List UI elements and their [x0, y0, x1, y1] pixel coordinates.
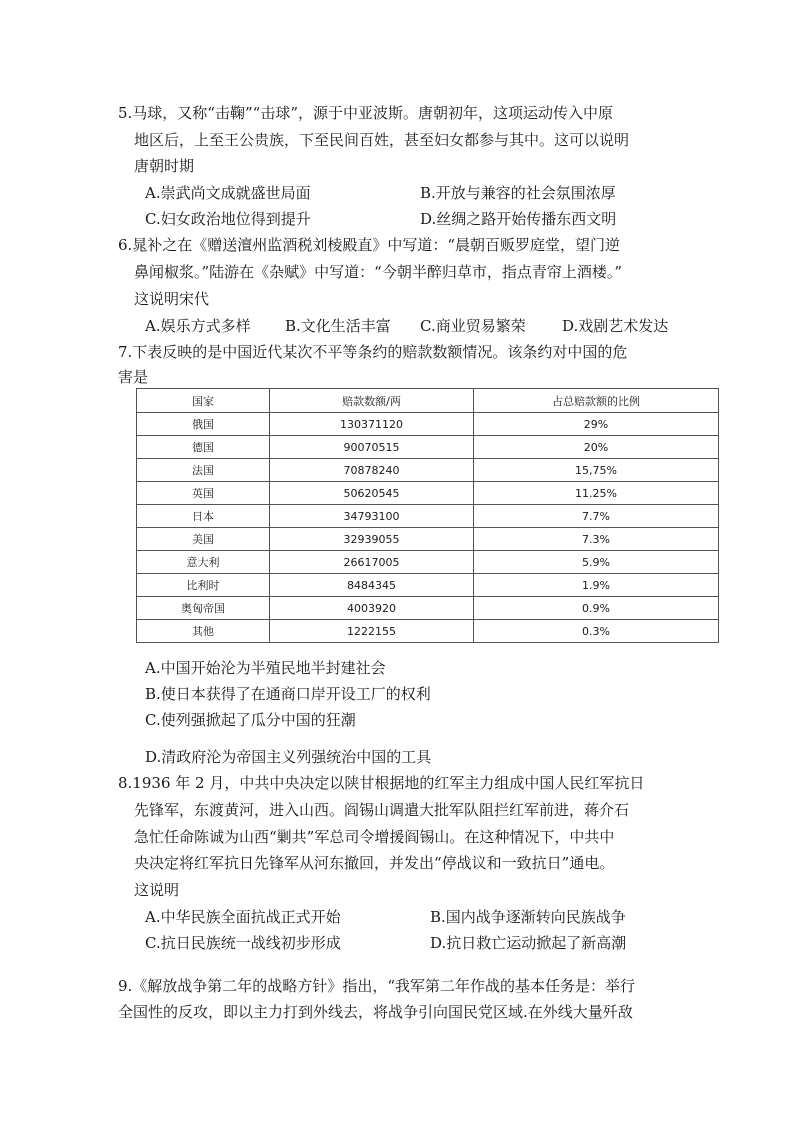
q8-option-b: B.国内战争逐渐转向民族战争	[430, 908, 626, 926]
cell-amount: 26617005	[270, 551, 474, 574]
q8-stem-line-1: 8.1936 年 2 月，中共中央决定以陕甘根据地的红军主力组成中国人民红军抗日	[118, 774, 645, 792]
cell-amount: 4003920	[270, 597, 474, 620]
q6-option-c: C.商业贸易繁荣	[420, 317, 526, 335]
q5-option-a: A.崇武尚文成就盛世局面	[145, 184, 311, 202]
cell-country: 日本	[137, 505, 270, 528]
cell-amount: 130371120	[270, 413, 474, 436]
cell-amount: 1222155	[270, 620, 474, 643]
q8-stem-line-4: 央决定将红军抗日先锋军从河东撤回，并发出“停战议和一致抗日”通电。	[134, 854, 615, 872]
q8-stem-line-3: 急忙任命陈诚为山西“剿共”军总司令增援阎锡山。在这种情况下，中共中	[134, 828, 615, 846]
table-row	[137, 413, 719, 436]
q8-stem-line-5: 这说明	[134, 881, 180, 899]
cell-ratio: 20%	[474, 436, 719, 459]
q5-stem-line-2: 地区后，上至王公贵族，下至民间百姓，甚至妇女都参与其中。这可以说明	[134, 131, 630, 149]
table-row	[137, 620, 719, 643]
cell-ratio: 7.3%	[474, 528, 719, 551]
q6-stem-line-3: 这说明宋代	[134, 290, 210, 308]
table-row	[137, 482, 719, 505]
table-row	[137, 597, 719, 620]
table-row	[137, 528, 719, 551]
table-row	[137, 551, 719, 574]
indemnity-table	[136, 388, 719, 643]
q7-stem-line-1: 7.下表反映的是中国近代某次不平等条约的赔款数额情况。该条约对中国的危	[118, 343, 628, 361]
q6-stem-line-2: 鼻闻椒浆。”陆游在《杂赋》中写道：“今朝半醉归草市，指点青帘上酒楼。”	[134, 263, 623, 281]
q6-option-b: B.文化生活丰富	[285, 317, 391, 335]
q8-option-d: D.抗日救亡运动掀起了新高潮	[430, 934, 627, 952]
cell-country: 德国	[137, 436, 270, 459]
q7-option-c: C.使列强掀起了瓜分中国的狂潮	[145, 711, 356, 729]
q5-option-d: D.丝绸之路开始传播东西文明	[420, 210, 617, 228]
cell-amount: 50620545	[270, 482, 474, 505]
q7-option-d: D.清政府沦为帝国主义列强统治中国的工具	[145, 748, 432, 766]
cell-amount: 8484345	[270, 574, 474, 597]
q7-stem-line-2: 害是	[118, 368, 149, 386]
cell-country: 法国	[137, 459, 270, 482]
cell-ratio: 7.7%	[474, 505, 719, 528]
cell-ratio: 0.9%	[474, 597, 719, 620]
q8-stem-line-2: 先锋军，东渡黄河，进入山西。阎锡山调遣大批军队阻拦红军前进，蒋介石	[134, 801, 630, 819]
q9-stem-line-2: 全国性的反攻，即以主力打到外线去，将战争引向国民党区域.在外线大量歼敌	[118, 1003, 633, 1021]
table-row	[137, 505, 719, 528]
cell-ratio: 5.9%	[474, 551, 719, 574]
q8-option-c: C.抗日民族统一战线初步形成	[145, 934, 341, 952]
cell-country: 意大利	[137, 551, 270, 574]
cell-amount: 90070515	[270, 436, 474, 459]
cell-ratio: 0.3%	[474, 620, 719, 643]
cell-country: 俄国	[137, 413, 270, 436]
cell-country: 奥匈帝国	[137, 597, 270, 620]
cell-country: 美国	[137, 528, 270, 551]
cell-amount: 34793100	[270, 505, 474, 528]
q5-stem-line-3: 唐朝时期	[134, 157, 195, 175]
q8-option-a: A.中华民族全面抗战正式开始	[145, 908, 341, 926]
cell-ratio: 11.25%	[474, 482, 719, 505]
cell-country: 英国	[137, 482, 270, 505]
q7-option-a: A.中国开始沦为半殖民地半封建社会	[145, 659, 386, 677]
cell-ratio: 29%	[474, 413, 719, 436]
cell-amount: 70878240	[270, 459, 474, 482]
header-amount: 赔款数额/两	[270, 389, 474, 413]
q5-option-b: B.开放与兼容的社会氛围浓厚	[420, 184, 616, 202]
table-row	[137, 574, 719, 597]
q6-option-d: D.戏剧艺术发达	[562, 317, 669, 335]
table-row	[137, 436, 719, 459]
header-country: 国家	[137, 389, 270, 413]
q6-option-a: A.娱乐方式多样	[145, 317, 251, 335]
cell-country: 比利时	[137, 574, 270, 597]
q5-option-c: C.妇女政治地位得到提升	[145, 210, 311, 228]
cell-ratio: 15,75%	[474, 459, 719, 482]
cell-ratio: 1.9%	[474, 574, 719, 597]
q6-stem-line-1: 6.晁补之在《赠送澶州监酒税刘棱殿直》中写道：“晨朝百贩罗庭堂，望门逆	[118, 236, 620, 254]
table-header-row	[137, 389, 719, 413]
q5-stem-line-1: 5.马球，又称“击鞠”“击球”，源于中亚波斯。唐朝初年，这项运动传入中原	[118, 104, 613, 122]
cell-amount: 32939055	[270, 528, 474, 551]
cell-country: 其他	[137, 620, 270, 643]
header-ratio: 占总赔款额的比例	[474, 389, 719, 413]
q7-option-b: B.使日本获得了在通商口岸开设工厂的权利	[145, 685, 431, 703]
q9-stem-line-1: 9.《解放战争第二年的战略方针》指出，“我军第二年作战的基本任务是：举行	[118, 977, 635, 995]
table-row	[137, 459, 719, 482]
